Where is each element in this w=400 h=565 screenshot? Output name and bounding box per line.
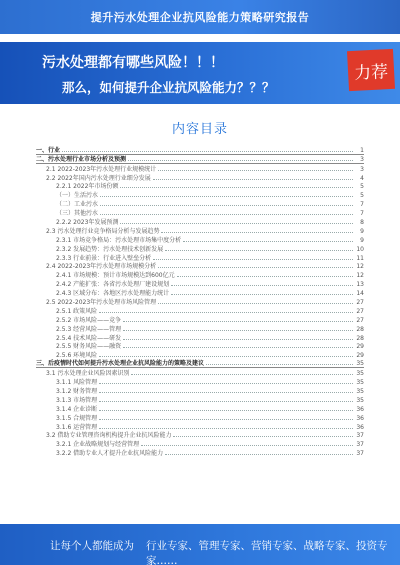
- toc-entry[interactable]: [36, 288, 364, 297]
- toc-entry[interactable]: [36, 350, 364, 359]
- toc-leader-dots: [165, 454, 353, 455]
- toc-leader-dots: [158, 267, 353, 268]
- toc-entry-label: 3.1.1 风险管理: [56, 379, 98, 387]
- toc-leader-dots: [161, 232, 353, 233]
- toc-entry-page: 28: [354, 335, 364, 342]
- toc-leader-dots: [165, 250, 353, 251]
- report-header-bar: [0, 0, 400, 34]
- toc-leader-dots: [99, 428, 353, 429]
- toc-entry[interactable]: [36, 431, 364, 440]
- toc-entry[interactable]: [36, 413, 364, 422]
- toc-entry[interactable]: [36, 253, 364, 262]
- footer-bar: [0, 524, 400, 565]
- headline-banner: [0, 42, 400, 104]
- report-title: 提升污水处理企业抗风险能力策略研究报告: [90, 11, 310, 24]
- toc-entry-page: 3: [354, 156, 364, 163]
- toc-entry[interactable]: [36, 217, 364, 226]
- toc-entry-page: 36: [354, 424, 364, 431]
- toc-entry[interactable]: [36, 270, 364, 279]
- toc-entry-label: 3.1.3 市场管理: [56, 396, 98, 404]
- toc-leader-dots: [123, 330, 353, 331]
- toc-entry-page: 4: [354, 175, 364, 182]
- toc-entry-page: 35: [354, 397, 364, 404]
- toc-leader-dots: [100, 205, 353, 206]
- toc-entry[interactable]: [36, 164, 364, 173]
- toc-entry[interactable]: [36, 155, 364, 164]
- toc-entry-page: 13: [354, 281, 364, 288]
- toc-entry-page: 12: [354, 263, 364, 270]
- toc-entry[interactable]: [36, 190, 364, 199]
- toc-entry-label: 2.2.1 2022年市场份额: [56, 183, 119, 191]
- toc-leader-dots: [123, 339, 353, 340]
- toc-entry-page: 7: [354, 210, 364, 217]
- toc-entry-label: 3.2.1 企业战略规划与经营管理: [56, 441, 140, 449]
- toc-entry-page: 29: [354, 352, 364, 359]
- toc-entry[interactable]: [36, 448, 364, 457]
- toc-entry[interactable]: [36, 342, 364, 351]
- toc-entry-label: 2.5.5 财务风险——融资: [56, 343, 122, 351]
- toc-entry[interactable]: [36, 333, 364, 342]
- toc-entry-label: 2.5 2022-2023年污水处理市场风险管理: [46, 299, 157, 307]
- toc-leader-dots: [183, 241, 353, 242]
- toc-entry-page: 11: [354, 255, 364, 262]
- toc-entry-label: （三）其他污水: [56, 210, 99, 218]
- toc-entry[interactable]: [36, 395, 364, 404]
- toc-entry-label: 2.3 污水处理行业竞争格局分析与发展趋势: [46, 227, 160, 235]
- toc-entry-label: 2.5.4 技术风险——研发: [56, 334, 122, 342]
- toc-entry-page: 5: [354, 192, 364, 199]
- toc-entry-label: 3.2.2 借助专业人才提升企业抗风险能力: [56, 450, 164, 458]
- recommend-badge: [347, 49, 395, 91]
- toc-entry[interactable]: [36, 324, 364, 333]
- toc-entry[interactable]: [36, 244, 364, 253]
- toc-entry[interactable]: [36, 377, 364, 386]
- toc-entry-label: 2.4 2022-2023年污水处理市场规模分析: [46, 263, 157, 271]
- toc-entry-label: 3.1.5 合规管理: [56, 414, 98, 422]
- toc-entry[interactable]: [36, 315, 364, 324]
- toc-leader-dots: [99, 401, 353, 402]
- toc-entry-page: 14: [354, 290, 364, 297]
- toc-entry-label: 2.5.1 政策风险: [56, 307, 98, 315]
- toc-entry-page: 27: [354, 308, 364, 315]
- toc-entry-label: 3.1.2 财务管理: [56, 387, 98, 395]
- toc-entry-label: 2.1 2022-2023年污水处理行业规模统计: [46, 165, 157, 173]
- toc-entry-label: 3.1.4 企业诊断: [56, 405, 98, 413]
- toc-entry-label: 2.3.3 行业前景：行业进入壁垒分析: [56, 254, 152, 262]
- toc-entry-page: 35: [354, 370, 364, 377]
- toc-leader-dots: [128, 160, 353, 161]
- toc-leader-dots: [99, 392, 353, 393]
- toc-leader-dots: [99, 383, 353, 384]
- toc-entry-page: 35: [354, 388, 364, 395]
- toc-entry-label: 2.3.2 发展趋势：污水处理技术创新发展: [56, 245, 164, 253]
- toc-entry-page: 35: [354, 379, 364, 386]
- toc-entry-label: （一）生活污水: [56, 192, 99, 200]
- toc-entry[interactable]: [36, 279, 364, 288]
- toc-entry-label: 2.2 2022年国内污水处理行业细分发展: [46, 174, 151, 182]
- toc-leader-dots: [99, 356, 353, 357]
- toc-entry[interactable]: [36, 146, 364, 155]
- toc-leader-dots: [99, 410, 353, 411]
- toc-entry[interactable]: [36, 297, 364, 306]
- toc-entry-label: 2.4.2 产能扩张：各省污水处理厂建设规划: [56, 281, 170, 289]
- toc-leader-dots: [99, 312, 353, 313]
- toc-leader-dots: [158, 170, 353, 171]
- toc-heading: 内容目录: [171, 122, 228, 137]
- toc-entry-label: 3.1.6 运营管理: [56, 423, 98, 431]
- toc-entry-label: 2.5.3 经营风险——管理: [56, 325, 122, 333]
- toc-entry-label: 2.3.1 市场竞争格局：污水处理市场集中度分析: [56, 236, 182, 244]
- toc-leader-dots: [100, 214, 353, 215]
- toc-entry-page: 10: [354, 246, 364, 253]
- toc-entry-label: 2.5.2 市场风险——竞争: [56, 316, 122, 324]
- toc-leader-dots: [171, 294, 353, 295]
- toc-entry-page: 5: [354, 183, 364, 190]
- toc-entry-label: 二、污水处理行业市场分析及预测: [36, 155, 127, 163]
- toc-leader-dots: [131, 374, 353, 375]
- toc-entry-label: 3.1 污水处理企业风险因素识别: [46, 370, 130, 378]
- recommend-badge-text: 力荐: [353, 61, 389, 84]
- toc-entry[interactable]: [36, 235, 364, 244]
- toc-entry-label: 3.2 借助专业管理咨询机构提升企业抗风险能力: [46, 432, 172, 440]
- toc-entry-page: 27: [354, 299, 364, 306]
- toc-entry[interactable]: [36, 262, 364, 271]
- toc-entry-page: 35: [354, 360, 364, 367]
- toc-entry-label: （二）工业污水: [56, 201, 99, 209]
- toc-entry-page: 1: [354, 147, 364, 154]
- toc-entry[interactable]: [36, 226, 364, 235]
- toc-leader-dots: [120, 187, 353, 188]
- toc-entry-page: 37: [354, 432, 364, 439]
- table-of-contents: [36, 146, 364, 457]
- toc-leader-dots: [153, 179, 353, 180]
- banner-subheadline: 那么，如何提升企业抗风险能力？？？: [62, 80, 275, 95]
- toc-leader-dots: [141, 445, 353, 446]
- toc-leader-dots: [206, 364, 353, 365]
- toc-entry-page: 29: [354, 343, 364, 350]
- toc-leader-dots: [153, 259, 353, 260]
- toc-entry-label: 2.4.1 市场规模：预计市场规模达到600亿元: [56, 272, 175, 280]
- toc-entry-page: 36: [354, 415, 364, 422]
- toc-entry-page: 36: [354, 406, 364, 413]
- toc-entry[interactable]: [36, 182, 364, 191]
- toc-entry-page: 37: [354, 441, 364, 448]
- toc-leader-dots: [62, 151, 353, 152]
- toc-entry-page: 12: [354, 272, 364, 279]
- toc-entry-label: 2.4.3 区域分布：各地区污水处理能力统计: [56, 290, 170, 298]
- toc-entry-label: 2.5.6 环境风险: [56, 352, 98, 360]
- toc-entry-page: 9: [354, 228, 364, 235]
- footer-expert-list: 行业专家、管理专家、营销专家、战略专家、投资专家……: [146, 540, 388, 565]
- toc-entry-page: 8: [354, 219, 364, 226]
- toc-entry[interactable]: [36, 199, 364, 208]
- toc-leader-dots: [177, 276, 353, 277]
- toc-entry[interactable]: [36, 208, 364, 217]
- banner-headline: 污水处理都有哪些风险！！！: [42, 55, 224, 71]
- footer-tagline: 让每个人都能成为: [50, 540, 134, 552]
- toc-entry[interactable]: [36, 173, 364, 182]
- toc-entry-label: 2.2.2 2023年发展预测: [56, 219, 119, 227]
- toc-leader-dots: [123, 321, 353, 322]
- toc-entry[interactable]: [36, 404, 364, 413]
- toc-entry-page: 3: [354, 166, 364, 173]
- toc-entry[interactable]: [36, 359, 364, 368]
- toc-leader-dots: [158, 303, 353, 304]
- toc-leader-dots: [171, 285, 353, 286]
- toc-leader-dots: [120, 223, 353, 224]
- toc-entry[interactable]: [36, 368, 364, 377]
- toc-entry[interactable]: [36, 306, 364, 315]
- toc-entry-page: 28: [354, 326, 364, 333]
- toc-entry-page: 37: [354, 450, 364, 457]
- toc-entry-page: 7: [354, 201, 364, 208]
- toc-entry-page: 27: [354, 317, 364, 324]
- toc-entry-label: 一、行业: [36, 146, 61, 154]
- toc-leader-dots: [100, 196, 353, 197]
- toc-entry[interactable]: [36, 422, 364, 431]
- toc-entry[interactable]: [36, 439, 364, 448]
- toc-entry-label: 三、后疫情时代如何提升污水处理企业抗风险能力的策略及建议: [36, 360, 205, 368]
- toc-entry[interactable]: [36, 386, 364, 395]
- toc-leader-dots: [123, 347, 353, 348]
- toc-leader-dots: [99, 419, 353, 420]
- toc-leader-dots: [173, 436, 353, 437]
- toc-entry-page: 9: [354, 237, 364, 244]
